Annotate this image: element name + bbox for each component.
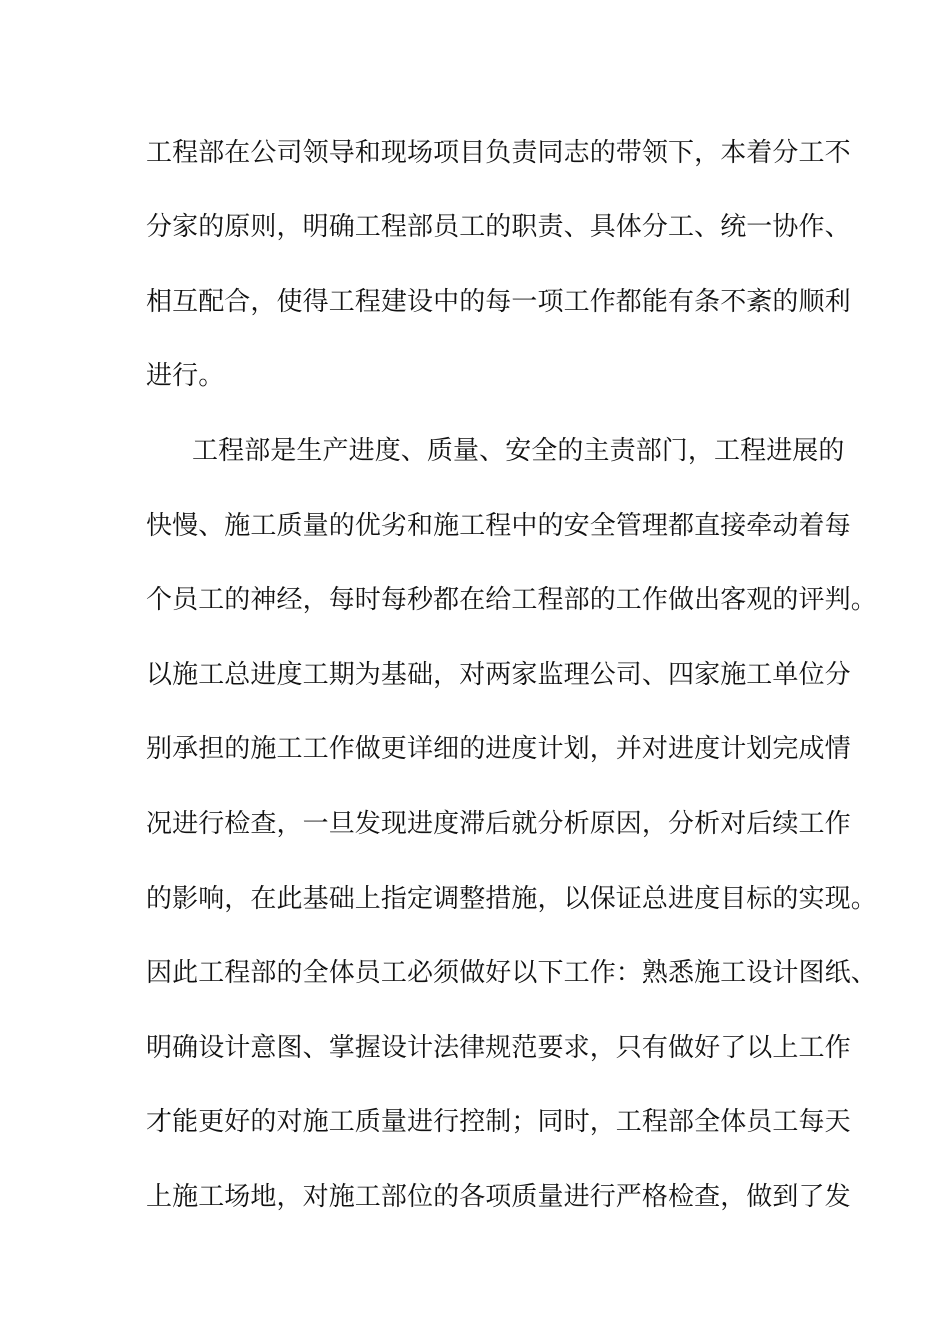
text-line: 个员工的神经，每时每秒都在给工程部的工作做出客观的评判。 <box>146 585 877 615</box>
text-line: 工程部在公司领导和现场项目负责同志的带领下，本着分工不 <box>146 138 851 168</box>
text-line: 因此工程部的全体员工必须做好以下工作：熟悉施工设计图纸、 <box>146 958 877 988</box>
text-line: 明确设计意图、掌握设计法律规范要求，只有做好了以上工作 <box>146 1033 851 1063</box>
text-line: 快慢、施工质量的优劣和施工程中的安全管理都直接牵动着每 <box>146 511 851 541</box>
text-line: 的影响，在此基础上指定调整措施，以保证总进度目标的实现。 <box>146 884 877 914</box>
text-line: 进行。 <box>146 361 225 391</box>
text-line: 以施工总进度工期为基础，对两家监理公司、四家施工单位分 <box>146 660 851 690</box>
text-line: 别承担的施工工作做更详细的进度计划，并对进度计划完成情 <box>146 734 851 764</box>
text-line: 上施工场地，对施工部位的各项质量进行严格检查，做到了发 <box>146 1182 851 1212</box>
text-line: 才能更好的对施工质量进行控制；同时，工程部全体员工每天 <box>146 1107 851 1137</box>
text-line: 况进行检查，一旦发现进度滞后就分析原因，分析对后续工作 <box>146 809 851 839</box>
text-line: 分家的原则，明确工程部员工的职责、具体分工、统一协作、 <box>146 212 851 242</box>
paragraph-first-line: 工程部是生产进度、质量、安全的主责部门，工程进展的 <box>192 436 845 466</box>
text-line: 相互配合，使得工程建设中的每一项工作都能有条不紊的顺利 <box>146 287 851 317</box>
